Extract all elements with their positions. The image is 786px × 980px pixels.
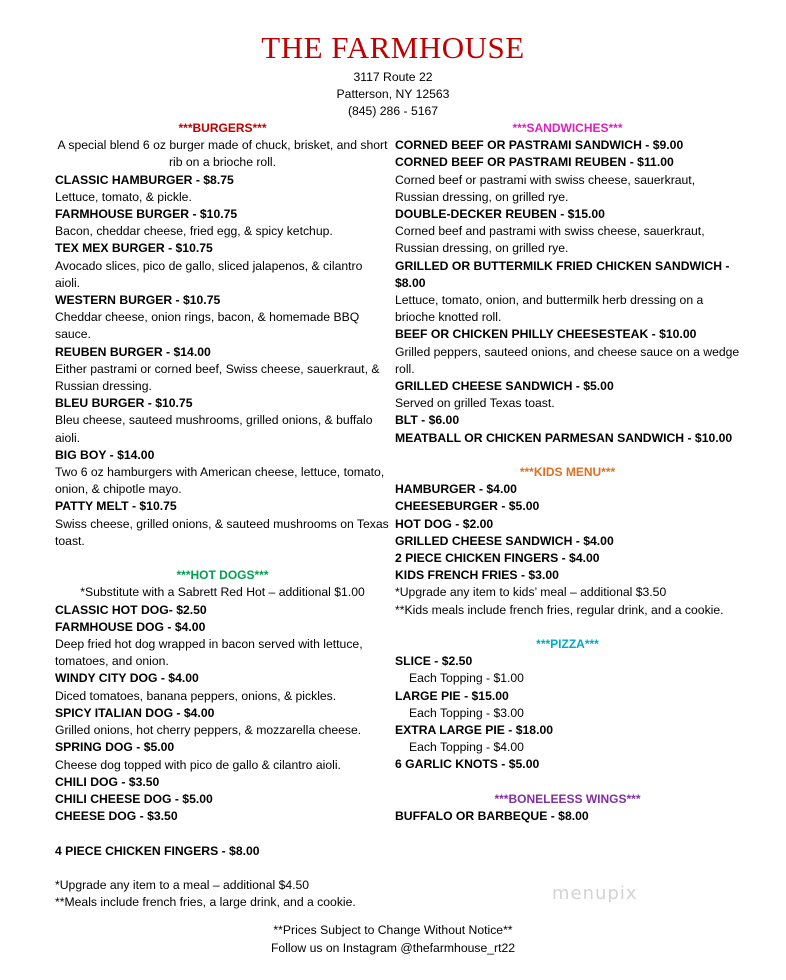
meal-upgrade-note: *Upgrade any item to a meal – additional $4.50 bbox=[55, 877, 310, 892]
menu-item-name: 6 GARLIC KNOTS - $5.00 bbox=[395, 757, 540, 772]
menu-item-desc: Corned beef and pastrami with swiss cheese, sauerkraut, Russian dressing, on grilled rye. bbox=[395, 224, 705, 256]
menu-item-name: REUBEN BURGER - $14.00 bbox=[55, 344, 211, 359]
menu-item-name: SPICY ITALIAN DOG - $4.00 bbox=[55, 705, 215, 720]
menu-item-name: BLT - $6.00 bbox=[395, 413, 460, 428]
menu-item-name: WESTERN BURGER - $10.75 bbox=[55, 293, 221, 308]
menu-item-name: BUFFALO OR BARBEQUE - $8.00 bbox=[395, 809, 589, 824]
kids-include-note: **Kids meals include french fries, regular drink, and a cookie. bbox=[395, 602, 724, 617]
prices-notice: **Prices Subject to Change Without Notice** bbox=[273, 923, 513, 937]
menu-item-name: HAMBURGER - $4.00 bbox=[395, 482, 517, 497]
menu-item-name: SPRING DOG - $5.00 bbox=[55, 740, 175, 755]
menu-item-desc: Bleu cheese, sauteed mushrooms, grilled onions, & buffalo aioli. bbox=[55, 413, 373, 445]
phone-number: (845) 286 - 5167 bbox=[347, 104, 439, 118]
menu-item-name: WINDY CITY DOG - $4.00 bbox=[55, 671, 199, 686]
burgers-intro: A special blend 6 oz burger made of chuck, brisket, and short rib on a brioche roll. bbox=[57, 138, 388, 170]
topping-price: Each Topping - $4.00 bbox=[409, 740, 524, 755]
menu-item-name: CORNED BEEF OR PASTRAMI SANDWICH - $9.00 bbox=[395, 138, 684, 153]
menu-item-name: BEEF OR CHICKEN PHILLY CHEESESTEAK - $10.00 bbox=[395, 327, 697, 342]
menu-item-desc: Avocado slices, pico de gallo, sliced jalapenos, & cilantro aioli. bbox=[55, 258, 363, 290]
menu-item-name: FARMHOUSE DOG - $4.00 bbox=[55, 619, 206, 634]
kids-upgrade-note: *Upgrade any item to kids’ meal – additional $3.50 bbox=[395, 585, 667, 600]
menu-item-name: CHEESE DOG - $3.50 bbox=[55, 809, 178, 824]
hotdogs-heading: ***HOT DOGS*** bbox=[176, 568, 269, 583]
menu-item-name: GRILLED CHEESE SANDWICH - $4.00 bbox=[395, 533, 614, 548]
menu-item-desc: Swiss cheese, grilled onions, & sauteed mushrooms on Texas toast. bbox=[55, 516, 389, 548]
menu-item-name: KIDS FRENCH FRIES - $3.00 bbox=[395, 568, 559, 583]
menu-item-desc: Cheese dog topped with pico de gallo & cilantro aioli. bbox=[55, 757, 341, 772]
menu-item-name: FARMHOUSE BURGER - $10.75 bbox=[55, 207, 238, 222]
menu-item-desc: Grilled onions, hot cherry peppers, & mozzarella cheese. bbox=[55, 723, 362, 738]
menu-item-desc: Two 6 oz hamburgers with American cheese, lettuce, tomato, onion, & chipotle mayo. bbox=[55, 465, 385, 497]
menu-item-desc: Served on grilled Texas toast. bbox=[395, 396, 555, 411]
menu-item-desc: Bacon, cheddar cheese, fried egg, & spicy ketchup. bbox=[55, 224, 333, 239]
menu-item-desc: Lettuce, tomato, onion, and buttermilk herb dressing on a brioche knotted roll. bbox=[395, 293, 704, 325]
restaurant-title: THE FARMHOUSE bbox=[261, 30, 525, 65]
menu-item-desc: Either pastrami or corned beef, Swiss cheese, sauerkraut, & Russian dressing. bbox=[55, 361, 380, 394]
menu-item-name: HOT DOG - $2.00 bbox=[395, 516, 494, 531]
menu-item-name: CHEESEBURGER - $5.00 bbox=[395, 499, 540, 514]
right-column bbox=[395, 120, 740, 825]
address-line-2: Patterson, NY 12563 bbox=[336, 87, 450, 101]
menu-item-name: 2 PIECE CHICKEN FINGERS - $4.00 bbox=[395, 551, 600, 566]
wings-heading: ***BONELEESS WINGS*** bbox=[494, 791, 641, 806]
topping-price: Each Topping - $3.00 bbox=[409, 705, 524, 720]
menu-item-name: CLASSIC HAMBURGER - $8.75 bbox=[55, 172, 234, 187]
menu-item-name: TEX MEX BURGER - $10.75 bbox=[55, 241, 213, 256]
topping-price: Each Topping - $1.00 bbox=[409, 671, 524, 686]
menu-item-name: LARGE PIE - $15.00 bbox=[395, 688, 509, 703]
menu-item-name: EXTRA LARGE PIE - $18.00 bbox=[395, 723, 554, 738]
hotdogs-note: *Substitute with a Sabrett Red Hot – additional $1.00 bbox=[80, 585, 365, 600]
menu-item-desc: Cheddar cheese, onion rings, bacon, & homemade BBQ sauce. bbox=[55, 310, 360, 342]
menu-item-name: CHILI CHEESE DOG - $5.00 bbox=[55, 791, 213, 806]
menu-item-desc: Lettuce, tomato, & pickle. bbox=[55, 189, 192, 204]
menu-item-desc: Corned beef or pastrami with swiss cheese, sauerkraut, Russian dressing, on grilled rye. bbox=[395, 172, 696, 204]
address-line-1: 3117 Route 22 bbox=[353, 70, 433, 84]
menu-item-name: PATTY MELT - $10.75 bbox=[55, 499, 177, 514]
menu-item-desc: Grilled peppers, sauteed onions, and cheese sauce on a wedge roll. bbox=[395, 344, 740, 376]
instagram-note: Follow us on Instagram @thefarmhouse_rt22 bbox=[270, 941, 516, 955]
menu-item-desc: Deep fried hot dog wrapped in bacon served with lettuce, tomatoes, and onion. bbox=[55, 637, 363, 669]
menu-item-name: BIG BOY - $14.00 bbox=[55, 447, 155, 462]
menu-item-desc: Diced tomatoes, banana peppers, onions, & pickles. bbox=[55, 688, 337, 703]
menu-item-name: DOUBLE-DECKER REUBEN - $15.00 bbox=[395, 207, 605, 222]
sandwiches-heading: ***SANDWICHES*** bbox=[512, 121, 623, 135]
menu-item-name: 4 PIECE CHICKEN FINGERS - $8.00 bbox=[55, 843, 260, 858]
menu-item-name: GRILLED CHEESE SANDWICH - $5.00 bbox=[395, 379, 614, 394]
menu-item-name: SLICE - $2.50 bbox=[395, 654, 473, 669]
menu-item-name: CLASSIC HOT DOG- $2.50 bbox=[55, 602, 207, 617]
meal-include-note: **Meals include french fries, a large drink, and a cookie. bbox=[55, 895, 356, 910]
menu-item-name: BLEU BURGER - $10.75 bbox=[55, 396, 193, 411]
burgers-heading: ***BURGERS*** bbox=[178, 121, 267, 135]
menupix-watermark: menupix bbox=[552, 883, 638, 904]
menu-item-name: CORNED BEEF OR PASTRAMI REUBEN - $11.00 bbox=[395, 155, 674, 170]
menu-item-name: MEATBALL OR CHICKEN PARMESAN SANDWICH - $10.00 bbox=[395, 430, 733, 445]
left-column bbox=[55, 120, 390, 911]
kids-heading: ***KIDS MENU*** bbox=[519, 465, 616, 480]
menu-item-name: CHILI DOG - $3.50 bbox=[55, 774, 160, 789]
menu-item-name: GRILLED OR BUTTERMILK FRIED CHICKEN SANDWICH - $8.00 bbox=[395, 258, 730, 290]
pizza-heading: ***PIZZA*** bbox=[536, 637, 599, 652]
